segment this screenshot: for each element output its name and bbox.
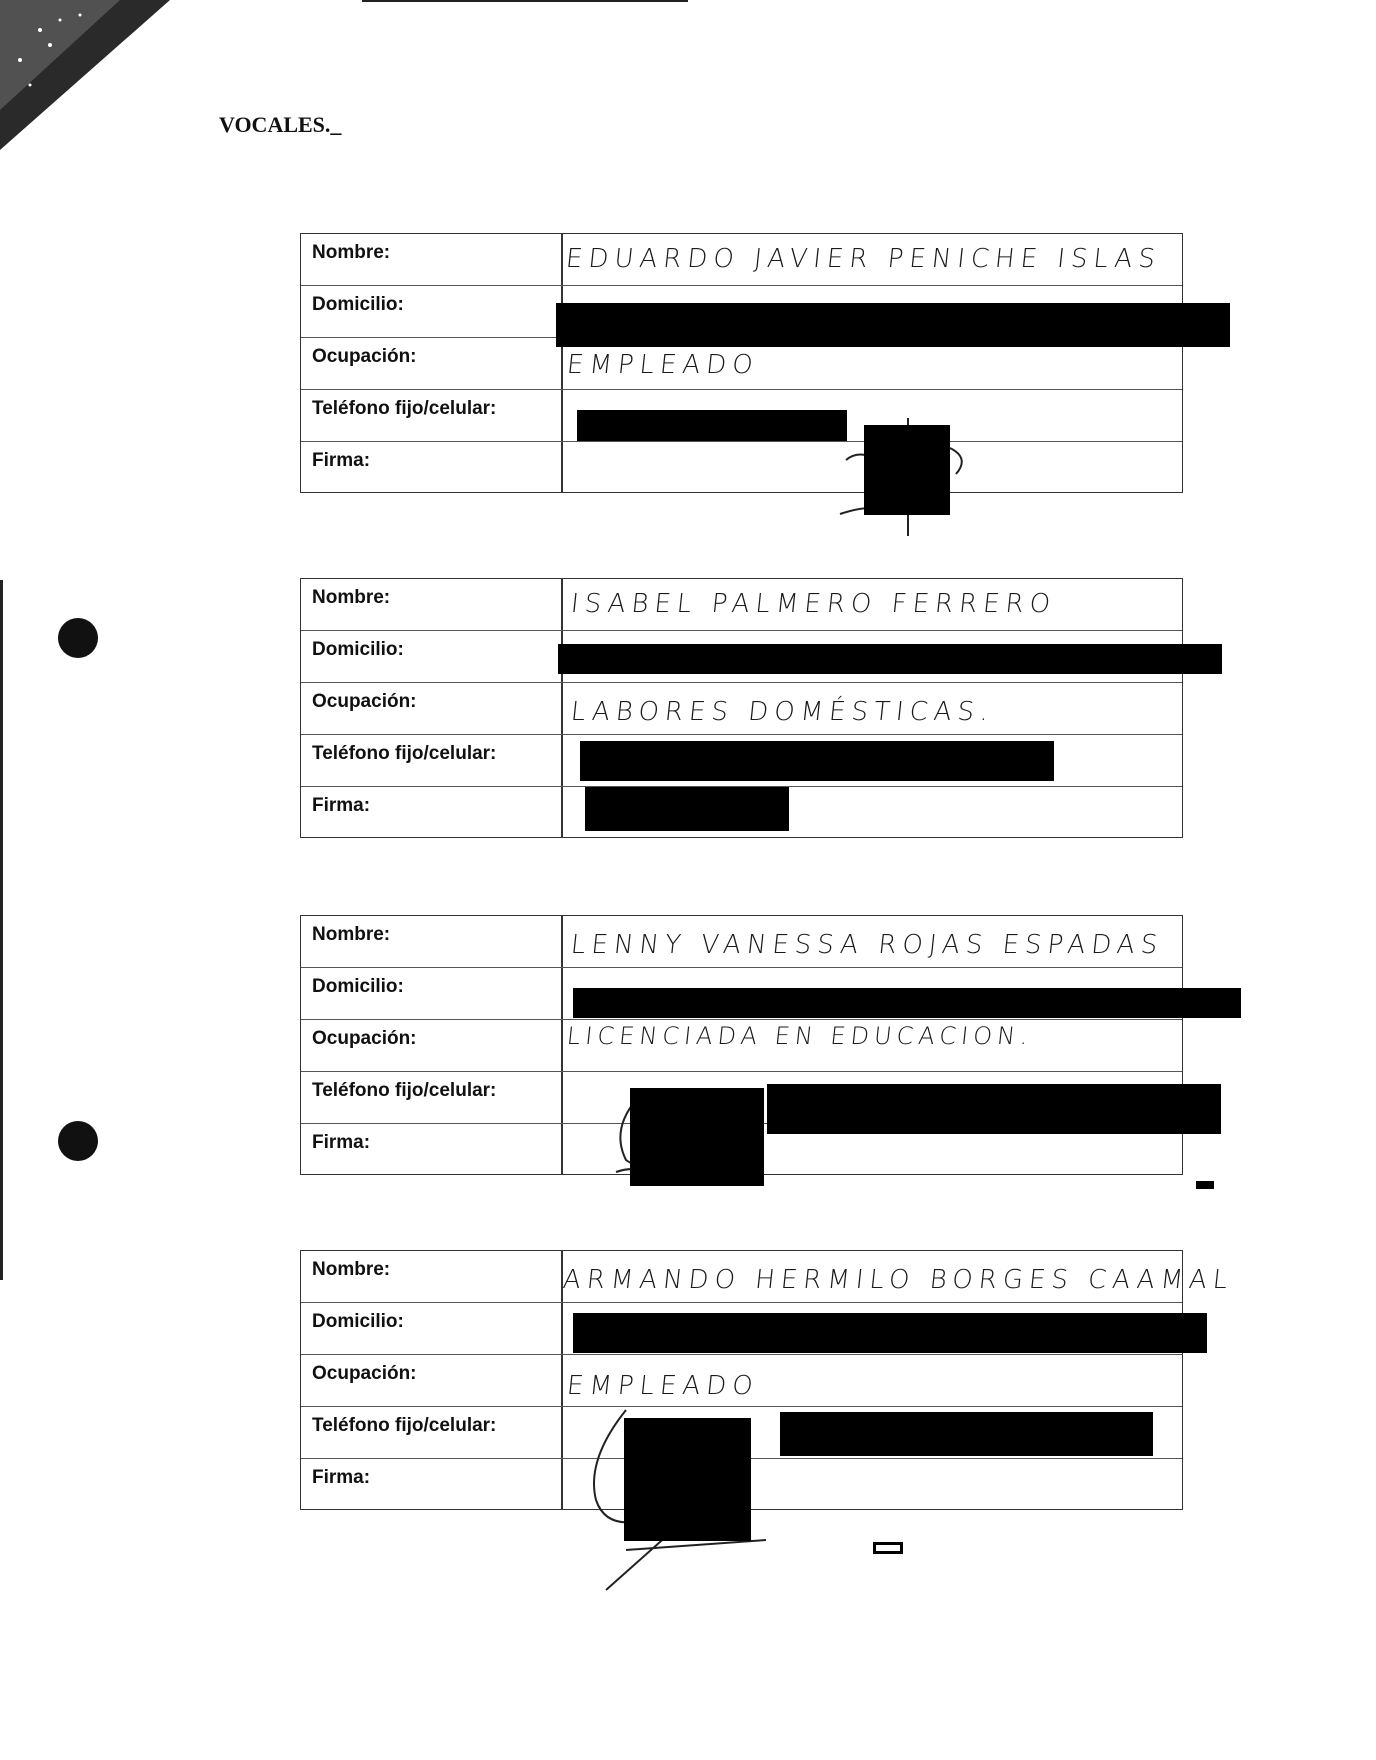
- label-telefono: Teléfono fijo/celular:: [312, 1415, 497, 1436]
- redaction-mark: [1196, 1181, 1214, 1189]
- label-ocupacion: Ocupación:: [312, 346, 417, 367]
- label-telefono: Teléfono fijo/celular:: [312, 743, 497, 764]
- redaction-domicilio: [573, 988, 1241, 1018]
- vocal-form-1: [300, 233, 1183, 493]
- row-nombre: [301, 579, 1182, 631]
- redaction-telefono: [580, 741, 1054, 781]
- label-domicilio: Domicilio:: [312, 1311, 404, 1332]
- label-ocupacion: Ocupación:: [312, 1028, 417, 1049]
- label-domicilio: Domicilio:: [312, 294, 404, 315]
- redaction-domicilio: [556, 303, 1230, 347]
- label-firma: Firma:: [312, 795, 371, 816]
- hole-punch-icon: [58, 618, 98, 658]
- row-nombre: [301, 234, 1182, 286]
- value-nombre: EDUARDO JAVIER PENICHE ISLAS: [564, 244, 1163, 274]
- redaction-domicilio: [558, 644, 1222, 674]
- value-ocupacion: LABORES DOMÉSTICAS.: [569, 697, 996, 727]
- scan-top-line: [362, 0, 688, 2]
- row-nombre: [301, 916, 1182, 968]
- redaction-telefono: [767, 1084, 1221, 1134]
- redaction-domicilio: [573, 1313, 1207, 1353]
- scan-corner-shadow: [0, 0, 180, 160]
- row-ocupacion: [301, 1020, 1182, 1072]
- label-domicilio: Domicilio:: [312, 639, 404, 660]
- label-ocupacion: Ocupación:: [312, 1363, 417, 1384]
- hole-punch-icon: [58, 1121, 98, 1161]
- redaction-telefono: [780, 1412, 1153, 1456]
- row-firma: [301, 442, 1182, 494]
- label-telefono: Teléfono fijo/celular:: [312, 1080, 497, 1101]
- label-telefono: Teléfono fijo/celular:: [312, 398, 497, 419]
- scan-left-edge: [0, 580, 3, 1280]
- redaction-firma: [864, 425, 950, 515]
- row-ocupacion: [301, 683, 1182, 735]
- label-firma: Firma:: [312, 1132, 371, 1153]
- label-nombre: Nombre:: [312, 587, 391, 608]
- label-firma: Firma:: [312, 450, 371, 471]
- redaction-firma: [585, 787, 789, 831]
- row-nombre: [301, 1251, 1235, 1303]
- redaction-telefono: [577, 410, 847, 441]
- label-nombre: Nombre:: [312, 242, 391, 263]
- section-title: VOCALES._: [219, 112, 342, 137]
- value-nombre: LENNY VANESSA ROJAS ESPADAS: [569, 930, 1165, 960]
- label-firma: Firma:: [312, 1467, 371, 1488]
- label-domicilio: Domicilio:: [312, 976, 404, 997]
- label-nombre: Nombre:: [312, 1259, 391, 1280]
- value-nombre: ISABEL PALMERO FERRERO: [569, 589, 1058, 619]
- value-ocupacion: LICENCIADA EN EDUCACION.: [565, 1022, 1035, 1050]
- value-ocupacion: EMPLEADO: [565, 1371, 761, 1401]
- redaction-firma: [624, 1418, 751, 1541]
- label-nombre: Nombre:: [312, 924, 391, 945]
- redaction-firma: [630, 1088, 764, 1186]
- value-ocupacion: EMPLEADO: [565, 350, 761, 380]
- value-nombre: ARMANDO HERMILO BORGES CAAMAL: [561, 1265, 1235, 1295]
- redaction-mark: [873, 1542, 903, 1554]
- label-ocupacion: Ocupación:: [312, 691, 417, 712]
